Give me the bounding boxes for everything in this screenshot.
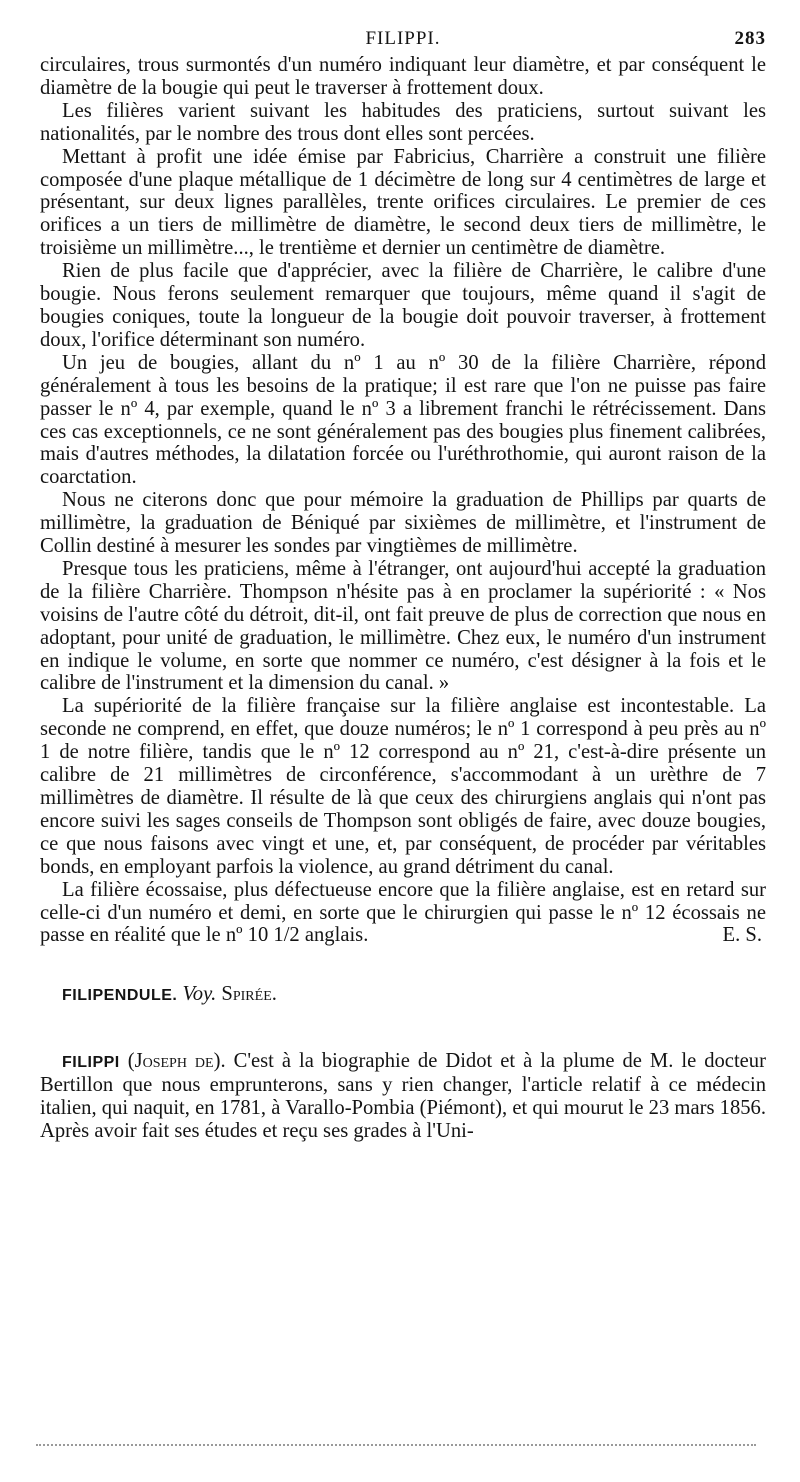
paragraph: Un jeu de bougies, allant du nº 1 au nº 30 de la filière Charrière, répond généralement à tous les besoins de la pratique; il est rare que l'on ne puisse pas faire passer le nº 4, par exemple, quand le nº 3 a librement franchi le rétrécissement. Dans ces cas exceptionnels, ce ne sont généralement pas des bougies plus finement calibrées, mais d'autres méthodes, la dilatation forcée ou l'uréthrothomie, qui auront raison de la coarctation. xyxy=(40,351,766,489)
paragraph-text: La filière écossaise, plus défectueuse encore que la filière anglaise, est en retard sur celle-ci d'un numéro et demi, en sorte que le chirurgien qui passe le nº 12 écossais ne passe en réalité que le nº 10 1/2 anglais. xyxy=(40,878,766,947)
entry-filipendule xyxy=(40,983,766,1007)
paragraph: circulaires, trous surmontés d'un numéro indiquant leur diamètre, et par conséquent le diamètre de la bougie qui peut le traverser à frottement doux. xyxy=(40,54,766,99)
running-title: FILIPPI. xyxy=(365,28,441,49)
cross-reference-voy: Voy. xyxy=(182,983,217,1006)
paragraph: Rien de plus facile que d'apprécier, avec la filière de Charrière, le calibre d'une bougie. Nous ferons seulement remarquer que toujours, même quand il s'agit de bougies coniques, toute la longueur de la bougie doit pouvoir traverser, à frottement doux, l'orifice déterminant son numéro. xyxy=(40,260,766,351)
paragraph: Les filières varient suivant les habitudes des praticiens, surtout suivant les nationalités, par le nombre des trous dont elles sont percées. xyxy=(40,99,766,145)
entry-names: (Joseph de). xyxy=(127,1049,226,1072)
article-body xyxy=(40,54,766,947)
author-signature: E. S. xyxy=(722,924,762,947)
cross-reference-target: Spirée. xyxy=(221,983,277,1006)
page-number: 283 xyxy=(734,28,766,49)
entry-text: C'est à la biographie de Didot et à la plume de M. le docteur Bertillon que nous emprunterons, sans y rien changer, l'article relatif à ce médecin italien, qui naquit, en 1781, à Varallo-Pombia (Piémont), et qui mourut le 23 mars 1856. Après avoir fait ses études et reçu ses grades à l'Uni- xyxy=(40,1049,766,1143)
entry-filippi xyxy=(40,1050,766,1144)
running-header xyxy=(40,28,766,54)
document-page xyxy=(40,28,766,1143)
headword: FILIPENDULE. xyxy=(62,987,178,1005)
paragraph: Mettant à profit une idée émise par Fabricius, Charrière a construit une filière composée d'une plaque métallique de 1 décimètre de long sur 4 centimètres de large et présentant, sur deux lignes parallèles, trente orifices circulaires. Le premier de ces orifices a un tiers de millimètre de diamètre, le second deux tiers de millimètre, le troisième un millimètre..., le trentième et dernier un centimètre de diamètre. xyxy=(40,145,766,260)
page-bottom-rule xyxy=(36,1444,756,1446)
paragraph xyxy=(40,879,766,948)
headword: FILIPPI xyxy=(62,1053,120,1071)
paragraph: Presque tous les praticiens, même à l'étranger, ont aujourd'hui accepté la graduation de la filière Charrière. Thompson n'hésite pas à en proclamer la supériorité : « Nos voisins de l'autre côté du détroit, dit-il, ont fait preuve de plus de correction que nous en adoptant, pour unité de graduation, le millimètre. Chez eux, le numéro d'un instrument en indique le volume, en sorte que nommer ce numéro, c'est désigner à la fois et le calibre de l'instrument et la dimension du canal. » xyxy=(40,557,766,695)
paragraph: La supériorité de la filière française sur la filière anglaise est incontestable. La seconde ne comprend, en effet, que douze numéros; le nº 1 correspond à peu près au nº 1 de notre filière, tandis que le nº 12 correspond au nº 21, c'est-à-dire présente un calibre de 21 millimètres de circonférence, s'accommodant à un urèthre de 7 millimètres de diamètre. Il résulte de là que ceux des chirurgiens anglais qui n'ont pas encore suivi les sages conseils de Thompson sont obligés de faire, avec douze bougies, ce que nous faisons avec vingt et une, et, par conséquent, de procéder par véritables bonds, en employant parfois la violence, au grand détriment du canal. xyxy=(40,695,766,878)
paragraph: Nous ne citerons donc que pour mémoire la graduation de Phillips par quarts de millimètre, la graduation de Béniqué par sixièmes de millimètre, et l'instrument de Collin destiné à mesurer les sondes par vingtièmes de millimètre. xyxy=(40,489,766,558)
